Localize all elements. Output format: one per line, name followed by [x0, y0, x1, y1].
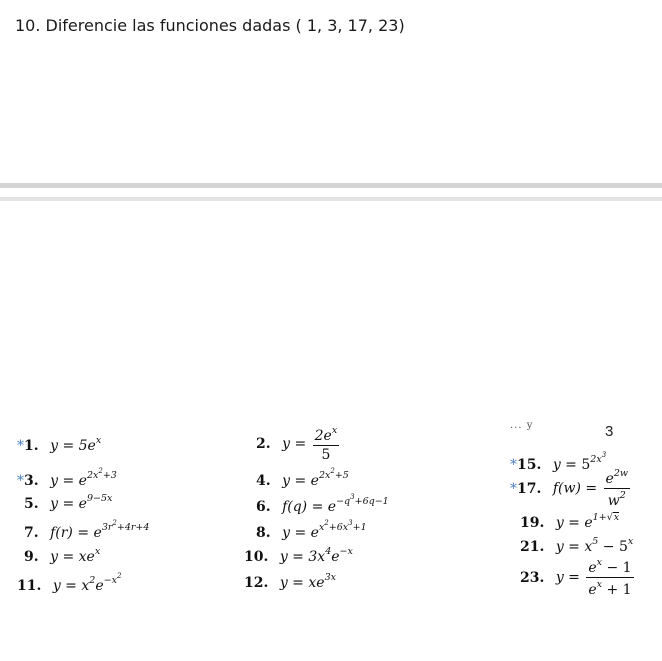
divider-top	[0, 183, 662, 188]
exercise-2: 2. y = $\frac{2ex}{5}$	[256, 425, 338, 463]
exercise-9: 9. y = xex	[24, 546, 101, 565]
partial-text-artifact: ... y	[510, 420, 534, 431]
exercise-12: 12. y = xe3x	[244, 572, 336, 591]
exercise-17: *17. f(w) = $\frac{e2w}{w2}$	[510, 468, 629, 509]
exercise-23: 23. y = $\frac{ex - 1}{ex + 1}$	[520, 557, 632, 598]
exercise-11: 11. y = x2e−x2	[17, 572, 122, 594]
exercise-15: *15. y = 52x3	[510, 451, 607, 473]
exercise-4: 4. y = e2x2+5	[256, 467, 349, 489]
exercise-heading: 10. Diferencie las funciones dadas ( 1, 3, 17, 23)	[15, 16, 405, 35]
exercise-8: 8. y = ex2+6x3+1	[256, 519, 367, 541]
exercise-6: 6. f(q) = e−q3+6q−1	[256, 493, 389, 515]
exercise-5: 5. y = e9−5x	[24, 493, 113, 512]
divider-bottom	[0, 197, 662, 201]
corner-number: 3	[605, 423, 614, 440]
exercise-21: 21. y = x5 − 5x	[520, 536, 634, 555]
exercise-10: 10. y = 3x4e−x	[244, 546, 353, 565]
exercise-1: *1. y = 5ex	[17, 435, 102, 454]
exercise-19: 19. y = e1+√x	[520, 512, 620, 531]
exercise-7: 7. f(r) = e3r2+4r+4	[24, 519, 150, 541]
exercise-3: *3. y = e2x2+3	[17, 467, 117, 489]
